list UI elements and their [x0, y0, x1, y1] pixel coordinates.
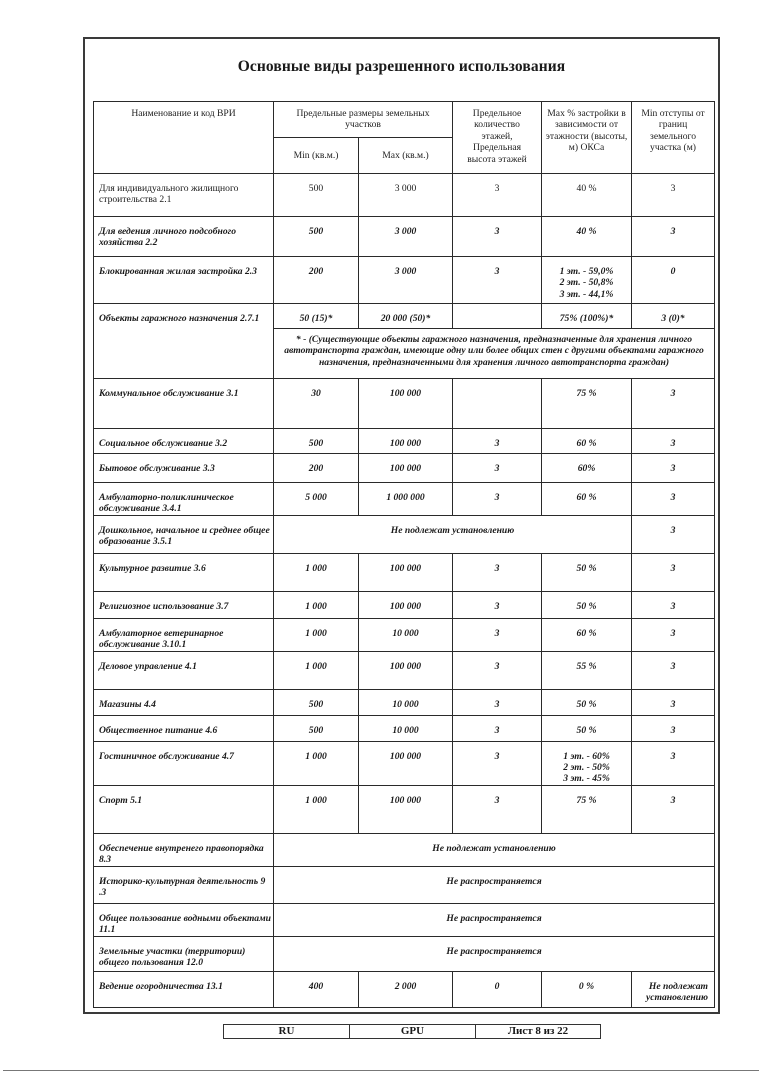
row-name: Социальное обслуживание 3.2 [94, 429, 274, 454]
table-row [94, 741, 715, 785]
floors-value [453, 379, 542, 429]
merged-value: Не подлежат установлению [274, 515, 632, 553]
floors-value: 3 [453, 689, 542, 715]
table-row [94, 217, 715, 257]
max-value: 10 000 [359, 715, 453, 741]
table-row [94, 971, 715, 1007]
min-value: 30 [274, 379, 359, 429]
table-row [94, 785, 715, 833]
table-row [94, 936, 715, 971]
header-coverage: Max % застройки в зависимости от этажности (высоты, м) ОКСа [542, 102, 632, 174]
merged-value: Не распространяется [274, 866, 715, 903]
table-row [94, 651, 715, 689]
max-value: 100 000 [359, 429, 453, 454]
coverage-value: 60 % [542, 429, 632, 454]
coverage-value: 50 % [542, 591, 632, 618]
table-row [94, 454, 715, 483]
row-name: Общественное питание 4.6 [94, 715, 274, 741]
table-row [94, 903, 715, 936]
floors-value: 3 [453, 618, 542, 651]
row-name: Деловое управление 4.1 [94, 651, 274, 689]
coverage-value: 75 % [542, 379, 632, 429]
max-value: 1 000 000 [359, 483, 453, 516]
row-name: Общее пользование водными объектами 11.1 [94, 903, 274, 936]
table-row [94, 715, 715, 741]
footer-stamp [223, 1024, 601, 1039]
row-name: Для индивидуального жилищного строительства 2.1 [94, 174, 274, 217]
setback-value: 3 [632, 785, 715, 833]
floors-value: 3 [453, 257, 542, 304]
min-value: 1 000 [274, 785, 359, 833]
max-value: 100 000 [359, 379, 453, 429]
header-floors: Предельное количество этажей, Предельная высота этажей [453, 102, 542, 174]
row-name: Бытовое обслуживание 3.3 [94, 454, 274, 483]
row-name: Объекты гаражного назначения 2.7.1 [94, 304, 274, 379]
floors-value: 3 [453, 553, 542, 591]
min-value: 500 [274, 715, 359, 741]
min-value: 500 [274, 174, 359, 217]
floors-value: 3 [453, 454, 542, 483]
setback-value: 3 [632, 618, 715, 651]
min-value: 200 [274, 257, 359, 304]
coverage-by-floor [560, 266, 614, 300]
coverage-value: 60% [542, 454, 632, 483]
merged-value: Не распространяется [274, 903, 715, 936]
row-name: Религиозное использование 3.7 [94, 591, 274, 618]
max-value: 100 000 [359, 785, 453, 833]
max-value: 10 000 [359, 689, 453, 715]
floors-value: 0 [453, 971, 542, 1007]
floors-value: 3 [453, 174, 542, 217]
coverage-value: 40 % [542, 174, 632, 217]
row-name: Дошкольное, начальное и среднее общее образование 3.5.1 [94, 515, 274, 553]
coverage-value: 75% (100%)* [542, 304, 632, 329]
garage-footnote: * - (Существующие объекты гаражного назначения, предназначенные для хранения личного автотранспорта граждан, имеющие одну или более общих стен с другими объектами гаражного назначения, предназначенными для хранения личного автотранспорта граждан) [274, 329, 715, 379]
table-row [94, 591, 715, 618]
coverage-value: 40 % [542, 217, 632, 257]
coverage-value: 0 % [542, 971, 632, 1007]
header-min: Min (кв.м.) [274, 138, 359, 174]
max-value: 3 000 [359, 257, 453, 304]
footer-page-number: Лист 8 из 22 [476, 1025, 601, 1039]
table-row [94, 553, 715, 591]
row-name: Земельные участки (территории) общего пользования 12.0 [94, 936, 274, 971]
setback-value: 3 [632, 715, 715, 741]
row-name: Культурное развитие 3.6 [94, 553, 274, 591]
bottom-rule [3, 1070, 759, 1071]
coverage-line: 2 эт. - 50,8% [559, 277, 614, 289]
coverage-value [542, 257, 632, 304]
coverage-line: 3 эт. - 44,1% [559, 288, 614, 300]
row-name: Магазины 4.4 [94, 689, 274, 715]
table-row [94, 833, 715, 866]
setback-value: 3 [632, 483, 715, 516]
table-row [94, 866, 715, 903]
setback-value: 3 [632, 591, 715, 618]
permitted-use-table [93, 101, 715, 1008]
max-value: 100 000 [359, 454, 453, 483]
min-value: 400 [274, 971, 359, 1007]
coverage-value: 50 % [542, 689, 632, 715]
min-value: 500 [274, 689, 359, 715]
header-name: Наименование и код ВРИ [94, 102, 274, 174]
setback-value: 3 [632, 217, 715, 257]
header-max: Max (кв.м.) [359, 138, 453, 174]
row-name: Амбулаторно-поликлиническое обслуживание 3.4.1 [94, 483, 274, 516]
floors-value: 3 [453, 217, 542, 257]
table-row [94, 618, 715, 651]
max-value: 10 000 [359, 618, 453, 651]
min-value: 1 000 [274, 591, 359, 618]
max-value: 100 000 [359, 591, 453, 618]
page-title: Основные виды разрешенного использования [237, 58, 566, 75]
coverage-line: 1 эт. - 60% [563, 750, 610, 762]
table-row [94, 429, 715, 454]
setback-value: 3 [632, 515, 715, 553]
max-value: 3 000 [359, 217, 453, 257]
min-value: 1 000 [274, 741, 359, 785]
table-row [94, 483, 715, 516]
row-name: Обеспечение внутренего правопорядка 8.3 [94, 833, 274, 866]
row-name: Коммунальное обслуживание 3.1 [94, 379, 274, 429]
coverage-value: 50 % [542, 553, 632, 591]
setback-value: 3 [632, 429, 715, 454]
row-name: Историко-культурная деятельность 9 .3 [94, 866, 274, 903]
table-row [94, 379, 715, 429]
setback-value: 3 [632, 454, 715, 483]
coverage-value: 50 % [542, 715, 632, 741]
setback-value: 3 [632, 553, 715, 591]
floors-value: 3 [453, 591, 542, 618]
coverage-value [542, 741, 632, 785]
table-row [94, 689, 715, 715]
max-value: 100 000 [359, 741, 453, 785]
floors-value: 3 [453, 429, 542, 454]
row-name: Гостиничное обслуживание 4.7 [94, 741, 274, 785]
merged-value: Не подлежат установлению [274, 833, 715, 866]
coverage-value: 60 % [542, 618, 632, 651]
setback-value: Не подлежат установлению [632, 971, 715, 1007]
row-name: Блокированная жилая застройка 2.3 [94, 257, 274, 304]
max-value: 100 000 [359, 553, 453, 591]
setback-value: 0 [632, 257, 715, 304]
row-name: Ведение огородничества 13.1 [94, 971, 274, 1007]
min-value: 500 [274, 429, 359, 454]
setback-value: 3 [632, 741, 715, 785]
setback-value: 3 [632, 379, 715, 429]
min-value: 1 000 [274, 651, 359, 689]
min-value: 1 000 [274, 618, 359, 651]
setback-value: 3 (0)* [632, 304, 715, 329]
coverage-line: 3 эт. - 45% [563, 773, 610, 785]
header-plot-sizes: Предельные размеры земельных участков [274, 102, 453, 138]
coverage-value: 60 % [542, 483, 632, 516]
floors-value: 3 [453, 741, 542, 785]
min-value: 5 000 [274, 483, 359, 516]
max-value: 2 000 [359, 971, 453, 1007]
floors-value: 3 [453, 483, 542, 516]
footer-center: GPU [350, 1025, 476, 1039]
floors-value: 3 [453, 715, 542, 741]
merged-value: Не распространяется [274, 936, 715, 971]
table-row [94, 515, 715, 553]
setback-value: 3 [632, 689, 715, 715]
min-value: 1 000 [274, 553, 359, 591]
coverage-by-floor [563, 751, 610, 785]
floors-value: 3 [453, 651, 542, 689]
row-name: Спорт 5.1 [94, 785, 274, 833]
table-row [94, 257, 715, 304]
setback-value: 3 [632, 174, 715, 217]
coverage-value: 55 % [542, 651, 632, 689]
max-value: 3 000 [359, 174, 453, 217]
table-row [94, 174, 715, 217]
row-name: Амбулаторное ветеринарное обслуживание 3.10.1 [94, 618, 274, 651]
coverage-line: 1 эт. - 59,0% [559, 266, 614, 277]
floors-value: 3 [453, 785, 542, 833]
setback-value: 3 [632, 651, 715, 689]
coverage-value: 75 % [542, 785, 632, 833]
row-name: Для ведения личного подсобного хозяйства 2.2 [94, 217, 274, 257]
coverage-line: 2 эт. - 50% [563, 762, 610, 774]
footer-left: RU [224, 1025, 350, 1039]
table-row [94, 304, 715, 329]
min-value: 200 [274, 454, 359, 483]
max-value: 100 000 [359, 651, 453, 689]
min-value: 50 (15)* [274, 304, 359, 329]
header-setback: Min отступы от границ земельного участка (м) [632, 102, 715, 174]
floors-value [453, 304, 542, 329]
min-value: 500 [274, 217, 359, 257]
max-value: 20 000 (50)* [359, 304, 453, 329]
